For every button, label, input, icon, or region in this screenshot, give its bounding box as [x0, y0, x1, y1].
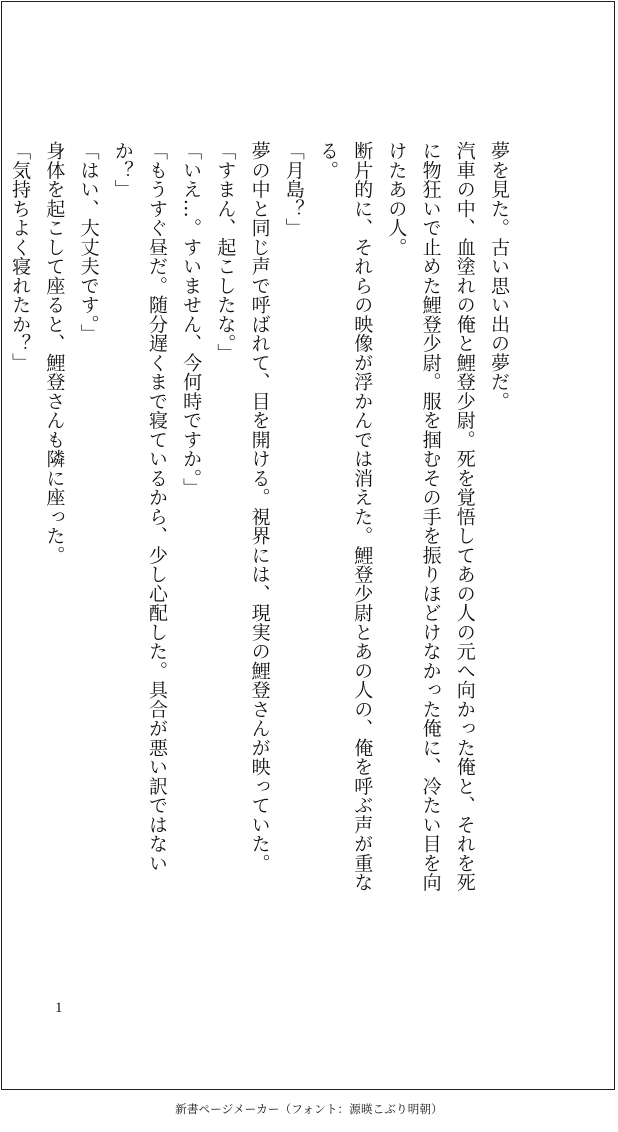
- text-line: 「月島？」: [282, 141, 305, 238]
- text-line: 「はい、大丈夫です。」: [77, 141, 100, 344]
- text-line: 「もうすぐ昼だ。随分遅くまで寝ているから、少し心配した。具合が悪い訳ではない: [145, 141, 168, 873]
- text-line: 「いえ…。すいません、今何時ですか。」: [180, 141, 203, 498]
- text-line: 「気持ちよく寝れたか？」: [9, 141, 32, 372]
- vertical-text-body: [3, 141, 516, 1031]
- footer-caption: 新書ページメーカー（フォント：源暎こぶり明朝）: [175, 1102, 443, 1116]
- text-line: けたあの人。: [385, 141, 408, 257]
- page-number: 1: [55, 1000, 63, 1016]
- text-line: 「すまん、起こしたな。」: [214, 141, 237, 363]
- text-line: 汽車の中、血塗れの俺と鯉登少尉。死を覚悟してあの人の元へ向かった俺と、それを死: [453, 141, 476, 892]
- text-line: 身体を起こして座ると、鯉登さんも隣に座った。: [43, 141, 66, 565]
- text-line: に物狂いで止めた鯉登少尉。服を掴むその手を振りほどけなかった俺に、冷たい目を向: [419, 141, 442, 892]
- text-line: か？」: [111, 141, 134, 199]
- text-line: 断片的に、それらの映像が浮かんでは消えた。鯉登少尉とあの人の、俺を呼ぶ声が重な: [351, 141, 374, 892]
- page-frame: [1, 1, 615, 1090]
- text-line: る。: [316, 141, 339, 180]
- text-line: 夢を見た。古い思い出の夢だ。: [488, 141, 510, 411]
- text-line: 夢の中と同じ声で呼ばれて、目を開ける。視界には、現実の鯉登さんが映っていた。: [248, 141, 271, 873]
